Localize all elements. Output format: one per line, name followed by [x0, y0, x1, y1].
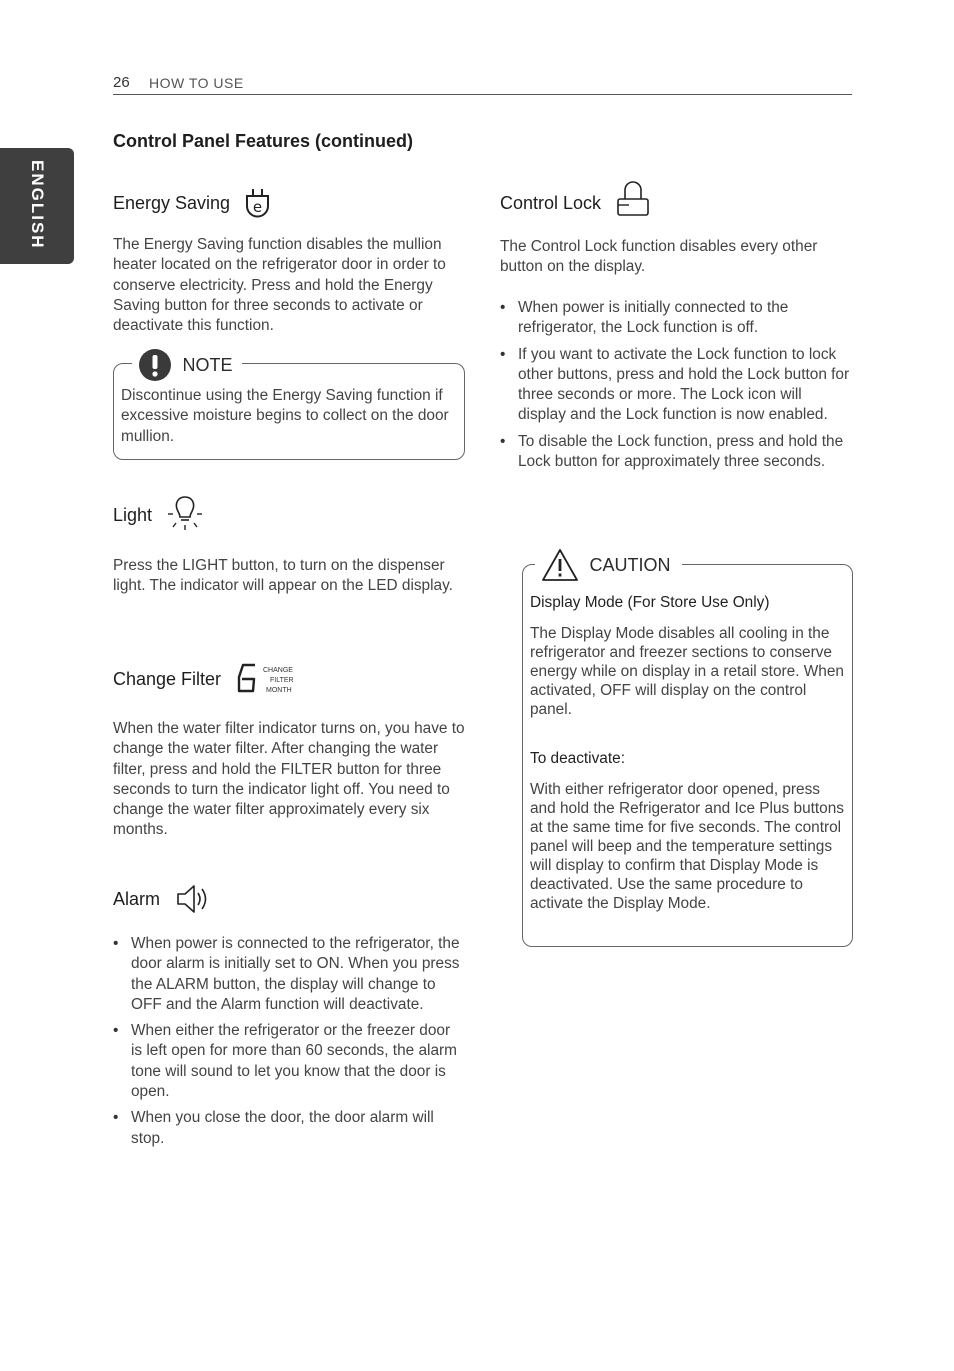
note-header [132, 348, 242, 382]
energy-saving-heading: Energy Saving [113, 193, 231, 213]
svg-text:e: e [252, 198, 263, 216]
page-number: 26 [113, 74, 130, 91]
list-item: • When power is initially connected to the refrigerator, the Lock function is off. [500, 298, 850, 339]
lock-icon [616, 182, 650, 218]
language-label: ENGLISH [28, 160, 47, 250]
caution-header [535, 548, 682, 582]
deactivate-heading: To deactivate: [530, 750, 625, 767]
language-side-tab [0, 148, 74, 264]
filter-label-month: MONTH [266, 687, 292, 694]
list-item: • When either the refrigerator or the freezer door is left open for more than 60 seconds, the alarm tone will sound to let you know that the door is open. [113, 1021, 463, 1102]
control-lock-heading: Control Lock [500, 193, 602, 213]
warning-triangle-icon [541, 548, 579, 582]
list-item: • When power is connected to the refrigerator, the door alarm is initially set to ON. When you press the ALARM button, the display will change to OFF and the Alarm function will deactivate. [113, 934, 463, 1015]
filter-icon [235, 663, 259, 695]
page-title: Control Panel Features (continued) [113, 131, 414, 151]
note-label: NOTE [176, 355, 236, 375]
filter-label-change: CHANGE [263, 667, 293, 674]
list-item: • To disable the Lock function, press and hold the Lock button for approximately three seconds. [500, 432, 850, 473]
display-mode-heading: Display Mode (For Store Use Only) [530, 594, 770, 611]
caution-label: CAUTION [583, 555, 676, 575]
energy-saving-plug-icon [244, 188, 272, 220]
light-bulb-icon [167, 494, 203, 532]
control-lock-text: The Control Lock function disables every other button on the display. [500, 238, 818, 276]
speaker-icon [176, 884, 210, 914]
alarm-heading: Alarm [113, 889, 161, 909]
note-text: Discontinue using the Energy Saving function if excessive moisture begins to collect on the door mullion. [121, 387, 449, 445]
alarm-list [113, 934, 463, 1149]
change-filter-text: When the water filter indicator turns on, you have to change the water filter. After changing the water filter, press and hold the FILTER button for three seconds to turn the indicator light off. You need to change the water filter approximately every six months. [113, 720, 465, 839]
energy-saving-text: The Energy Saving function disables the mullion heater located on the refrigerator door in order to conserve electricity. Press and hold the Energy Saving button for three seconds to activate or deactivate this function. [113, 236, 446, 335]
list-item: • If you want to activate the Lock function to lock other buttons, press and hold the Lock button for three seconds or more. The Lock icon will display and the Lock function is now enabled. [500, 345, 850, 426]
light-heading: Light [113, 505, 153, 525]
section-title: HOW TO USE [149, 75, 244, 91]
exclamation-icon [138, 348, 172, 382]
filter-label-filter: FILTER [270, 677, 294, 684]
header-divider [113, 94, 852, 95]
change-filter-heading: Change Filter [113, 669, 222, 689]
list-item: • When you close the door, the door alarm will stop. [113, 1108, 463, 1149]
display-mode-text: The Display Mode disables all cooling in the refrigerator and freezer sections to conserve energy while on display in a retail store. When activated, OFF will display on the control panel. [530, 625, 844, 718]
deactivate-text: With either refrigerator door opened, press and hold the Refrigerator and Ice Plus buttons at the same time for five seconds. The control panel will beep and the temperature settings will display to confirm that Display Mode is deactivated. Use the same procedure to activate the Display Mode. [530, 781, 844, 912]
light-text: Press the LIGHT button, to turn on the dispenser light. The indicator will appear on the LED display. [113, 557, 453, 595]
filter-icon-labels [263, 666, 303, 696]
control-lock-list [500, 298, 850, 472]
